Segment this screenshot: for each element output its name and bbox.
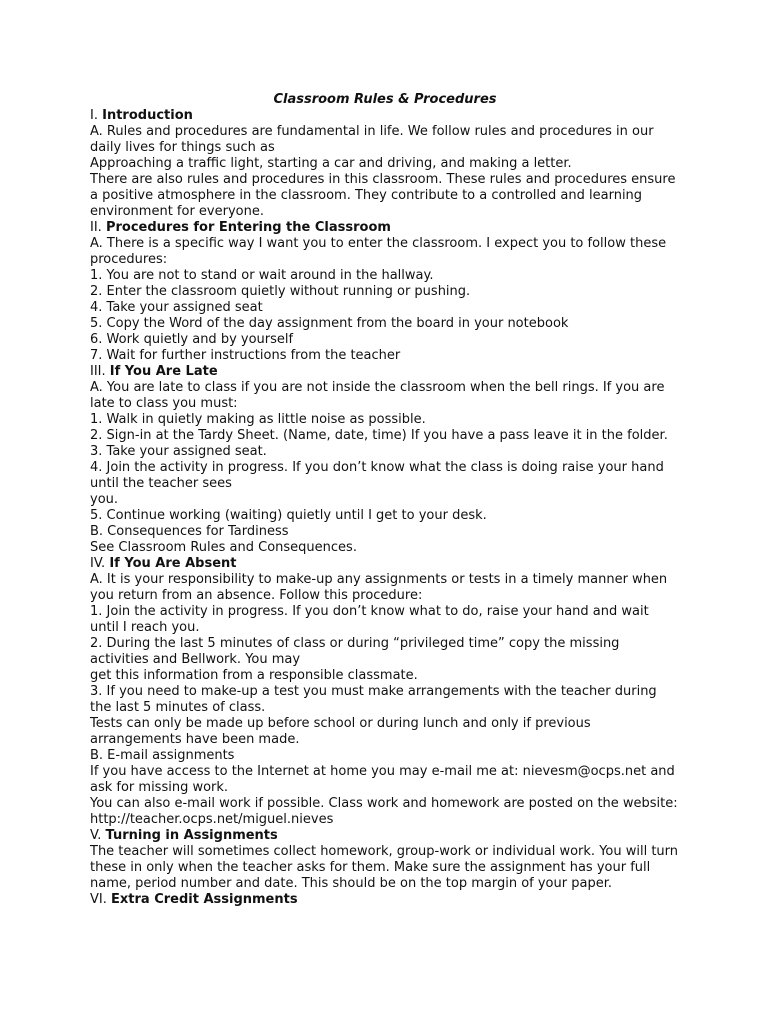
body-paragraph: 3. Take your assigned seat. (90, 444, 267, 459)
body-paragraph: 2. Sign-in at the Tardy Sheet. (Name, date, time) If you have a pass leave it in the folder. (90, 428, 668, 443)
section-numeral: III. (90, 364, 106, 379)
body-paragraph: 7. Wait for further instructions from the teacher (90, 348, 401, 363)
body-paragraph: See Classroom Rules and Consequences. (90, 540, 357, 555)
body-paragraph: 1. You are not to stand or wait around in the hallway. (90, 268, 434, 283)
section-numeral: V. (90, 828, 102, 843)
body-paragraph: http://teacher.ocps.net/miguel.nieves (90, 812, 334, 827)
body-paragraph: B. Consequences for Tardiness (90, 524, 289, 539)
body-paragraph: A. You are late to class if you are not inside the classroom when the bell rings. If you are late to class you must: (90, 380, 665, 411)
body-paragraph: you. (90, 492, 119, 507)
body-paragraph: 1. Join the activity in progress. If you don’t know what to do, raise your hand and wait until I reach you. (90, 604, 649, 635)
body-paragraph: Approaching a traffic light, starting a car and driving, and making a letter. (90, 156, 572, 171)
section-heading (90, 220, 680, 236)
section-title: If You Are Late (109, 364, 218, 379)
body-paragraph: A. It is your responsibility to make-up any assignments or tests in a timely manner when you return from an absence. Follow this procedure: (90, 572, 668, 603)
body-paragraph: A. Rules and procedures are fundamental in life. We follow rules and procedures in our daily lives for things such as (90, 124, 654, 155)
body-paragraph: You can also e-mail work if possible. Class work and homework are posted on the website: (90, 796, 678, 811)
body-paragraph: A. There is a specific way I want you to enter the classroom. I expect you to follow these procedures: (90, 236, 667, 267)
body-paragraph: 1. Walk in quietly making as little noise as possible. (90, 412, 426, 427)
body-paragraph: 5. Copy the Word of the day assignment from the board in your notebook (90, 316, 569, 331)
body-paragraph: 4. Take your assigned seat (90, 300, 263, 315)
section-numeral: II. (90, 220, 102, 235)
body-paragraph: 4. Join the activity in progress. If you don’t know what the class is doing raise your hand until the teacher sees (90, 460, 664, 491)
section-numeral: VI. (90, 892, 107, 907)
section-numeral: I. (90, 108, 98, 123)
body-paragraph: Tests can only be made up before school or during lunch and only if previous arrangements have been made. (90, 716, 591, 747)
section-numeral: IV. (90, 556, 106, 571)
body-paragraph: 6. Work quietly and by yourself (90, 332, 294, 347)
body-paragraph: get this information from a responsible classmate. (90, 668, 418, 683)
section-title: Extra Credit Assignments (111, 892, 298, 907)
section-title: If You Are Absent (109, 556, 237, 571)
section-title: Turning in Assignments (105, 828, 278, 843)
section-heading (90, 556, 680, 572)
section-heading (90, 828, 680, 844)
body-paragraph: If you have access to the Internet at home you may e-mail me at: nievesm@ocps.net and ask for missing work. (90, 764, 675, 795)
section-heading (90, 108, 680, 124)
section-heading (90, 364, 680, 380)
section-heading (90, 892, 680, 908)
document-body (90, 108, 680, 908)
body-paragraph: 3. If you need to make-up a test you must make arrangements with the teacher during the last 5 minutes of class. (90, 684, 657, 715)
section-title: Procedures for Entering the Classroom (105, 220, 391, 235)
body-paragraph: The teacher will sometimes collect homework, group-work or individual work. You will turn these in only when the teacher asks for them. Make sure the assignment has your full name, period number and date. This should be on the top margin of your paper. (90, 844, 679, 891)
section-title: Introduction (102, 108, 193, 123)
body-paragraph: There are also rules and procedures in this classroom. These rules and procedures ensure a positive atmosphere in the classroom. They contribute to a controlled and learning environment for everyone. (90, 172, 676, 219)
body-paragraph: 2. During the last 5 minutes of class or during “privileged time” copy the missing activities and Bellwork. You may (90, 636, 620, 667)
body-paragraph: B. E-mail assignments (90, 748, 235, 763)
document-title: Classroom Rules & Procedures (273, 92, 497, 107)
body-paragraph: 5. Continue working (waiting) quietly until I get to your desk. (90, 508, 487, 523)
body-paragraph: 2. Enter the classroom quietly without running or pushing. (90, 284, 471, 299)
